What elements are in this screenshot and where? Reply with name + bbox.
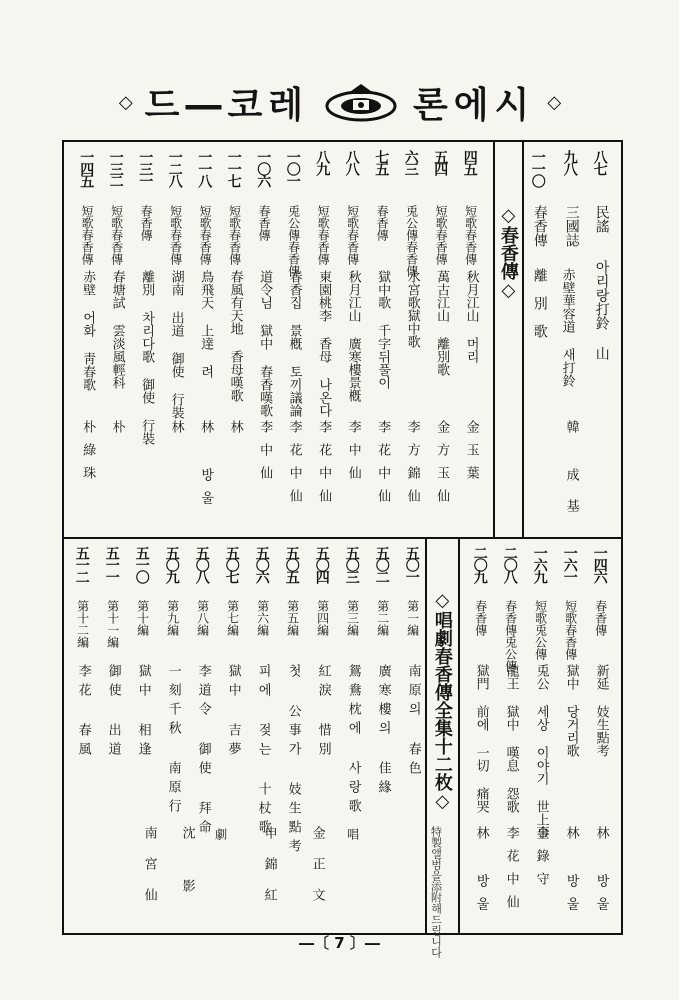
list-item-genre: 民謠	[593, 205, 610, 233]
list-item-num: 五一二	[73, 546, 90, 582]
mid-divider	[62, 537, 623, 539]
list-item-title: 獄中 당거리歌	[563, 664, 579, 757]
list-item-num: 五〇二	[373, 546, 390, 582]
list-item-num: 一一七	[225, 150, 242, 186]
list-item-title: 廣寒樓의 佳緣	[375, 664, 391, 799]
record-emblem-icon	[323, 80, 399, 124]
list-item-num: 一一〇	[529, 150, 546, 186]
list-item-genre: 短歌兎公傳	[533, 600, 548, 660]
list-item-title: 獄中歌 千字뒤풀이	[375, 270, 391, 389]
list-item-title: 御使 出道	[105, 664, 121, 761]
list-item-title: 아리랑打鈴 山	[593, 260, 610, 360]
list-item-num: 一〇六	[255, 150, 272, 186]
list-item-author: 林 방울	[473, 826, 489, 920]
list-item-title: 피에 젖는 十杖歌	[255, 664, 271, 839]
section-title-chunhyang: ◇春香傳◇	[497, 205, 519, 301]
page-header	[60, 76, 620, 128]
list-item-num: 一四五	[78, 150, 95, 186]
list-item-title: 東園桃李 香母 나온다	[316, 270, 332, 417]
list-item-genre: 春香傳	[473, 600, 488, 636]
list-item-title: 獄門 前에 一切 痛哭	[473, 664, 489, 813]
list-item-title: 李花 春風	[75, 664, 91, 761]
list-item-title: 水宮歌獄中歌	[404, 270, 420, 348]
list-item-genre: 短歌春香傳	[345, 205, 360, 265]
list-item-title: 新延 妓生點考	[593, 664, 609, 757]
list-item-title: 첫 公事가 妓生點考	[285, 664, 301, 858]
list-item-edition: 第三編	[345, 600, 360, 636]
list-item-author: 李花中仙	[375, 420, 391, 512]
list-item-title: 離別歌	[531, 268, 548, 352]
list-item-author: 金玉葉	[463, 420, 479, 489]
list-item-num: 五四	[432, 150, 449, 174]
list-item-author: 李花中仙	[286, 420, 302, 512]
list-item-title: 兎公 세상 이야기 世上事	[533, 664, 549, 839]
section-divider-top	[493, 142, 495, 537]
list-item-num: 一六九	[531, 546, 548, 582]
cast-name: 金正文	[309, 826, 325, 919]
list-item-genre: 三國誌	[563, 205, 580, 247]
list-item-author: 金方玉仙	[434, 420, 450, 512]
list-item-num: 一三一	[137, 150, 154, 186]
header-text-left: 드―코레	[144, 84, 309, 126]
list-item-edition: 第十一編	[105, 600, 120, 648]
header-left-mark: ◇	[118, 91, 133, 113]
list-item-genre: 短歌春香傳	[563, 600, 578, 660]
section-divider-bottom	[458, 539, 460, 934]
list-item-title: 赤壁 어화 靑春歌	[80, 270, 96, 391]
list-item-title: 秋月江山 廣寒樓景槪	[345, 270, 361, 402]
list-item-author: 林 방울	[198, 420, 214, 514]
page-number: ―〔 7 〕―	[299, 934, 380, 952]
list-item-num: 一三二	[107, 150, 124, 186]
cast-name: 南宮仙	[141, 826, 157, 919]
list-item-title: 赤壁華容道 새打鈴	[559, 268, 575, 387]
list-item-genre: 春香傳兎公傳	[503, 600, 518, 672]
list-item-genre: 短歌春香傳	[316, 205, 331, 265]
list-item-genre: 春香傳	[257, 205, 272, 241]
list-item-num: 五〇一	[403, 546, 420, 582]
list-item-title: 一刻千秋 南原行	[165, 664, 181, 818]
list-item-author: 朴	[109, 420, 125, 443]
list-item-edition: 第十二編	[75, 600, 90, 648]
list-item-num: 四五	[461, 150, 478, 174]
list-item-genre: 短歌春香傳	[168, 205, 183, 265]
list-item-num: 八九	[314, 150, 331, 174]
list-item-num: 一二八	[166, 150, 183, 186]
list-item-genre: 春香傳	[593, 600, 608, 636]
list-item-author: 金錄守	[533, 826, 549, 895]
list-item-title: 萬古江山 離別歌	[434, 270, 450, 376]
list-item-title: 李道令 御使 拜命	[195, 664, 211, 839]
list-item-num: 九八	[561, 150, 578, 174]
list-item-genre: 春香傳	[375, 205, 390, 241]
list-item-edition: 第一編	[405, 600, 420, 636]
list-item-author: 林 방울	[593, 826, 609, 920]
list-item-title: 春香집 景槪 토끼議論	[286, 270, 302, 417]
cast-label-drama: 劇	[213, 828, 228, 840]
list-item-genre: 短歌春香傳	[227, 205, 242, 265]
list-item-num: 五〇六	[253, 546, 270, 582]
list-item-title: 春塘試 雲淡風輕科	[109, 270, 125, 389]
list-item-num: 七五	[373, 150, 390, 174]
list-item-num: 五〇八	[193, 546, 210, 582]
list-item-title: 春風有天地 香母嘆歌	[227, 270, 243, 402]
list-item-num: 六三	[402, 150, 419, 174]
list-item-num: 五〇四	[313, 546, 330, 582]
list-item-genre: 短歌春香傳	[434, 205, 449, 265]
list-item-author: 李方錦仙	[404, 420, 420, 512]
list-item-author: 林	[168, 420, 184, 443]
list-item-edition: 第四編	[315, 600, 330, 636]
list-item-num: 五〇五	[283, 546, 300, 582]
list-item-author: 林	[227, 420, 243, 443]
list-item-author: 朴綠珠	[80, 420, 96, 489]
list-item-num: 一一八	[196, 150, 213, 186]
list-item-author: 李花中仙	[316, 420, 332, 512]
header-right-mark: ◇	[547, 91, 562, 113]
list-item-author: 李中仙	[257, 420, 273, 489]
list-item-num: 二〇九	[471, 546, 488, 582]
list-item-title: 紅淚 惜別	[315, 664, 331, 761]
list-item: 八七	[591, 150, 608, 174]
list-item-genre: 短歌春香傳	[198, 205, 213, 265]
list-item-author: 李中仙	[345, 420, 361, 489]
list-item-num: 八八	[343, 150, 360, 174]
list-item-author: 林 방울	[563, 826, 579, 920]
list-item-genre: 短歌春香傳	[109, 205, 124, 265]
list-item-edition: 第五編	[285, 600, 300, 636]
special-album-note: 特製앨범을添附해드립니다	[429, 826, 443, 958]
list-item-edition: 第十編	[135, 600, 150, 636]
list-item-genre: 春香傳	[139, 205, 154, 241]
list-item-edition: 第九編	[165, 600, 180, 636]
list-item-title: 離別 차리다歌 御使 行裝	[139, 270, 155, 445]
list-item-num: 一六一	[561, 546, 578, 582]
list-item-title: 鳥飛天 上達 려	[198, 270, 214, 378]
cast-label-song: 唱	[345, 828, 360, 840]
list-item-genre: 兎公傳春香傳	[404, 205, 419, 277]
list-item-title: 獄中 吉夢	[225, 664, 241, 761]
section-title-changgeuk: ◇唱劇春香傳全集十二枚◇	[431, 590, 453, 812]
list-item-genre: 短歌春香傳	[80, 205, 95, 265]
list-item-edition: 第二編	[375, 600, 390, 636]
list-item-title: 獄中 相逢	[135, 664, 151, 761]
list-item-edition: 第八編	[195, 600, 210, 636]
list-item-title: 南原의 春色	[405, 664, 421, 780]
section-divider-top-2	[522, 142, 524, 537]
header-text-right: 론에시	[413, 84, 536, 126]
list-item-author: 成基	[563, 468, 579, 530]
list-item-num: 五〇七	[223, 546, 240, 582]
list-item-num: 五〇九	[163, 546, 180, 582]
list-item-num: 五〇三	[343, 546, 360, 582]
list-item-edition: 第六編	[255, 600, 270, 636]
list-item-num: 一四六	[591, 546, 608, 582]
list-item-title: 龍王 獄中 嘆息 怨歌	[503, 664, 519, 813]
list-item-genre: 兎公傳春香傳	[286, 205, 301, 277]
list-item-author: 李花中仙	[503, 826, 519, 918]
list-item-num: 二〇八	[501, 546, 518, 582]
list-item-num: 五一〇	[133, 546, 150, 582]
list-item-genre: 短歌春香傳	[463, 205, 478, 265]
list-item-title: 湖南 出道 御使 行裝	[168, 270, 184, 419]
cast-name: 申錦紅	[261, 826, 277, 919]
list-item-genre: 春香傳	[531, 205, 548, 247]
list-item-title: 道令님 獄中 春香嘆歌	[257, 270, 273, 417]
list-item-title: 鴛鴦枕에 사랑歌	[345, 664, 361, 818]
section-divider-bottom-2	[425, 539, 427, 934]
list-item-title: 秋月江山 머리	[463, 270, 479, 363]
list-item-num: 一〇一	[284, 150, 301, 186]
list-item-num: 五一一	[103, 546, 120, 582]
cast-name: 沈影	[179, 826, 195, 932]
list-item-edition: 第七編	[225, 600, 240, 636]
list-item-author: 韓	[563, 420, 579, 451]
